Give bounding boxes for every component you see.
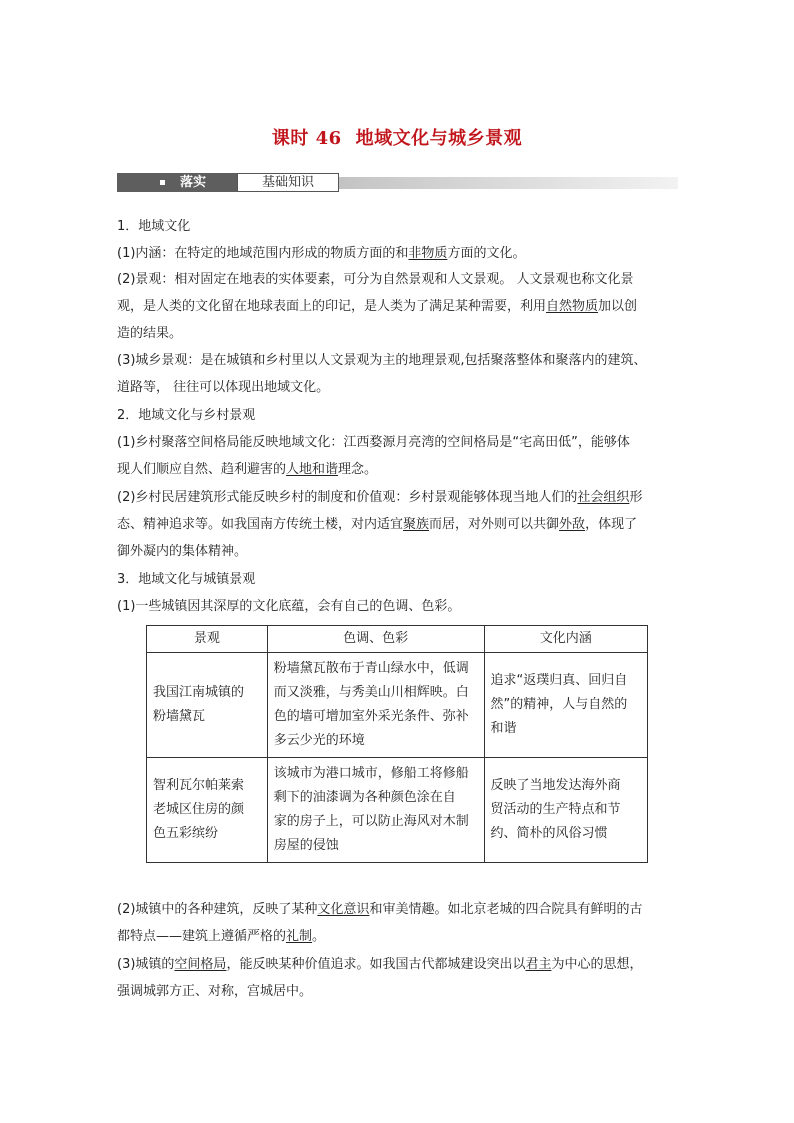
paragraph-urban-building-line1: (2)城镇中的各种建筑，反映了某种文化意识和审美情趣。如北京老城的四合院具有鲜明的古: [117, 902, 643, 917]
table-cell-color: 粉墙黛瓦散布于青山绿水中，低调 而又淡雅，与秀美山川相辉映。白 色的墙可增加室外采光条件、弥补 多云少光的环境: [267, 653, 484, 758]
paragraph-landscape-line1: (2)景观：相对固定在地表的实体要素，可分为自然景观和人文景观。 人文景观也称文化景: [117, 272, 634, 287]
paragraph-urban-layout-line1: (3)城镇的空间格局，能反映某种价值追求。如我国古代都城建设突出以君主为中心的思想，: [117, 957, 643, 972]
underlined-term: 自然物质: [546, 299, 599, 314]
paragraph-connotation: (1)内涵：在特定的地域范围内形成的物质方面的和非物质方面的文化。: [117, 246, 526, 261]
paragraph-rural-layout-line2: 现人们顺应自然、趋利避害的人地和谐理念。: [117, 462, 378, 477]
paragraph-landscape-line3: 造的结果。: [117, 326, 183, 341]
table-cell-color: 该城市为港口城市，修船工将修船 剩下的油漆调为各种颜色涂在自 家的房子上，可以防止海风对木制 房屋的侵蚀: [267, 758, 484, 863]
section-tab-implement: [117, 173, 237, 192]
underlined-term: 人地和谐: [286, 462, 339, 477]
table-header-cell: 景观: [147, 626, 268, 653]
table-cell-landscape: 智利瓦尔帕莱索 老城区住房的颜 色五彩缤纷: [147, 758, 268, 863]
table-header-row: [147, 626, 648, 653]
lesson-topic: 地域文化与城乡景观: [355, 128, 523, 149]
table-cell-landscape: 我国江南城镇的 粉墙黛瓦: [147, 653, 268, 758]
paragraph-landscape-line2: 观，是人类的文化留在地球表面上的印记，是人类为了满足某种需要，利用自然物质加以创: [117, 299, 638, 314]
paragraph-rural-building-line1: (2)乡村民居建筑形式能反映乡村的制度和价值观：乡村景观能够体现当地人们的社会组织形: [117, 490, 643, 505]
table-row: [147, 653, 648, 758]
section-header-bar: [117, 173, 678, 192]
heading-urban-landscape: 3．地域文化与城镇景观: [117, 572, 256, 587]
section-tab-basic-knowledge: 基础知识: [237, 173, 339, 192]
underlined-term: 社会组织: [577, 490, 630, 505]
underlined-term: 文化意识: [317, 902, 370, 917]
paragraph-urban-rural-line2: 道路等， 往往可以体现出地域文化。: [117, 380, 330, 395]
paragraph-rural-layout-line1: (1)乡村聚落空间格局能反映地域文化：江西婺源月亮湾的空间格局是“宅高田低”，能够体: [117, 435, 630, 450]
heading-regional-culture: 1．地域文化: [117, 219, 191, 234]
table-row: [147, 758, 648, 863]
paragraph-urban-color: (1)一些城镇因其深厚的文化底蕴，会有自己的色调、色彩。: [117, 599, 461, 614]
underlined-term: 空间格局: [174, 957, 227, 972]
landscape-table: [146, 625, 648, 863]
paragraph-urban-building-line2: 都特点——建筑上遵循严格的礼制。: [117, 929, 326, 944]
underlined-term: 礼制: [286, 929, 313, 944]
square-bullet-icon: [160, 180, 165, 185]
section-tab-label: 落实: [180, 175, 207, 190]
underlined-term: 外敌: [559, 517, 586, 532]
table-header-cell: 文化内涵: [484, 626, 647, 653]
paragraph-rural-building-line3: 御外凝内的集体精神。: [117, 544, 248, 559]
table-cell-meaning: 追求“返璞归真、回归自 然”的精神，人与自然的 和谐: [484, 653, 647, 758]
heading-rural-landscape: 2．地域文化与乡村景观: [117, 408, 256, 423]
table-cell-meaning: 反映了当地发达海外商 贸活动的生产特点和节 约、简朴的风俗习惯: [484, 758, 647, 863]
underlined-term: 非物质: [408, 246, 448, 261]
lesson-number: 课时 46: [271, 128, 342, 149]
table-header-cell: 色调、色彩: [267, 626, 484, 653]
paragraph-rural-building-line2: 态、精神追求等。如我国南方传统土楼，对内适宜聚族而居，对外则可以共御外敌，体现了: [117, 517, 638, 532]
page-title: [0, 124, 794, 150]
underlined-term: 聚族: [403, 517, 430, 532]
paragraph-urban-rural-line1: (3)城乡景观：是在城镇和乡村里以人文景观为主的地理景观,包括聚落整体和聚落内的建筑、: [117, 353, 647, 368]
paragraph-urban-layout-line2: 强调城郭方正、对称，宫城居中。: [117, 984, 313, 999]
underlined-term: 君主: [525, 957, 552, 972]
